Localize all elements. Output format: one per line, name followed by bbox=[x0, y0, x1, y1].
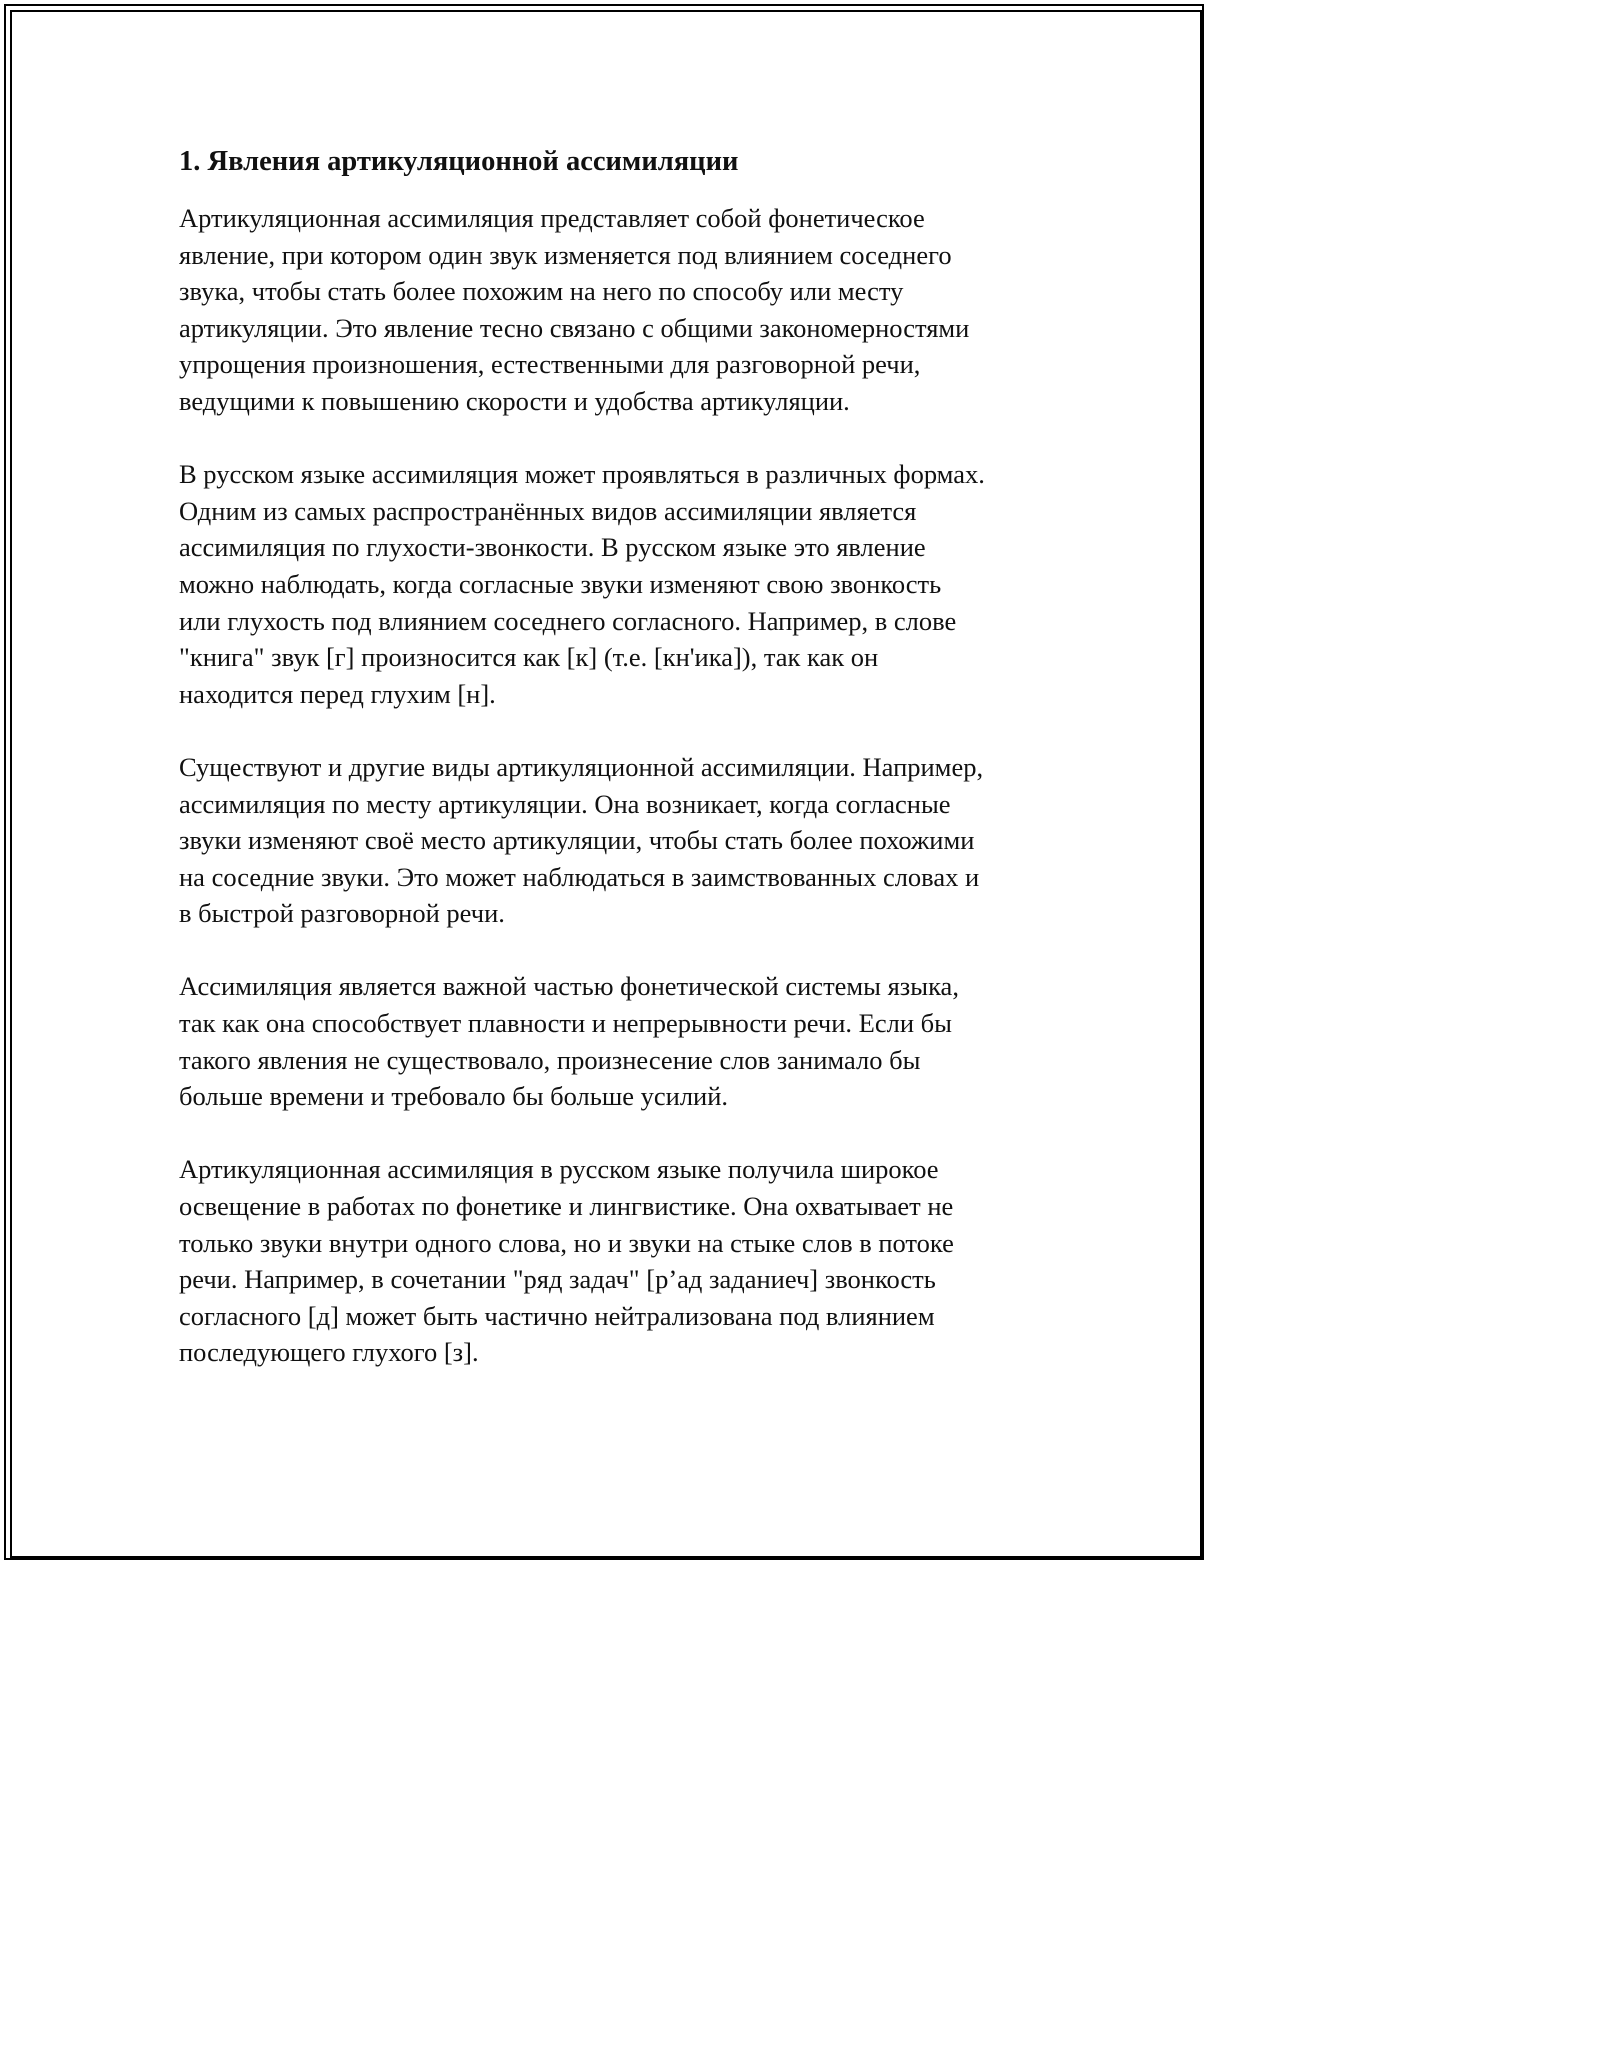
text-line: Артикуляционная ассимиляция представляет собой фонетическое bbox=[179, 203, 925, 233]
text-line: ведущими к повышению скорости и удобства артикуляции. bbox=[179, 385, 850, 416]
text-line: Артикуляционная ассимиляция в русском языке получила широкое bbox=[179, 1154, 939, 1185]
text-line: только звуки внутри одного слова, но и звуки на стыке слов в потоке bbox=[179, 1227, 954, 1258]
text-line: или глухость под влиянием соседнего согласного. Например, в слове bbox=[179, 605, 957, 636]
text-line: Ассимиляция является важной частью фонетической системы языка, bbox=[179, 971, 959, 1002]
text-line: Существуют и другие виды артикуляционной ассимиляции. Например, bbox=[179, 751, 984, 782]
text-line: больше времени и требовало бы больше усилий. bbox=[179, 1081, 729, 1112]
text-line: звука, чтобы стать более похожим на него по способу или месту bbox=[179, 276, 904, 307]
text-line: упрощения произношения, естественными для разговорной речи, bbox=[179, 349, 921, 380]
text-line: Одним из самых распространённых видов ассимиляции является bbox=[179, 495, 917, 526]
paragraph bbox=[179, 968, 1054, 1114]
paragraph bbox=[179, 200, 1054, 420]
text-line: ассимиляция по месту артикуляции. Она возникает, когда согласные bbox=[179, 788, 951, 819]
text-line: "книга" звук [г] произносится как [к] (т.е. [кн'ика]), так как он bbox=[179, 642, 879, 673]
text-line: согласного [д] может быть частично нейтрализована под влиянием bbox=[179, 1300, 935, 1331]
text-line: так как она способствует плавности и непрерывности речи. Если бы bbox=[179, 1008, 952, 1039]
text-line: артикуляции. Это явление тесно связано с общими закономерностями bbox=[179, 312, 970, 343]
paragraph bbox=[179, 456, 1054, 712]
text-line: находится перед глухим [н]. bbox=[179, 678, 496, 709]
text-line: такого явления не существовало, произнесение слов занимало бы bbox=[179, 1044, 921, 1075]
text-line: явление, при котором один звук изменяется под влиянием соседнего bbox=[179, 239, 952, 270]
text-line: последующего глухого [з]. bbox=[179, 1337, 479, 1368]
text-line: можно наблюдать, когда согласные звуки изменяют свою звонкость bbox=[179, 568, 942, 599]
paragraph bbox=[179, 1151, 1054, 1371]
paragraph bbox=[179, 749, 1054, 932]
text-line: ассимиляция по глухости-звонкости. В русском языке это явление bbox=[179, 532, 926, 563]
section-heading: 1. Явления артикуляционной ассимиляции bbox=[179, 146, 739, 177]
text-line: в быстрой разговорной речи. bbox=[179, 898, 505, 929]
text-line: речи. Например, в сочетании "ряд задач" [р’ад заданиеч] звонкость bbox=[179, 1264, 936, 1295]
text-line: освещение в работах по фонетике и лингвистике. Она охватывает не bbox=[179, 1191, 954, 1222]
document-body bbox=[179, 140, 1054, 1408]
text-line: на соседние звуки. Это может наблюдаться в заимствованных словах и bbox=[179, 861, 980, 892]
text-line: В русском языке ассимиляция может проявляться в различных формах. bbox=[179, 459, 985, 490]
text-line: звуки изменяют своё место артикуляции, чтобы стать более похожими bbox=[179, 825, 975, 856]
